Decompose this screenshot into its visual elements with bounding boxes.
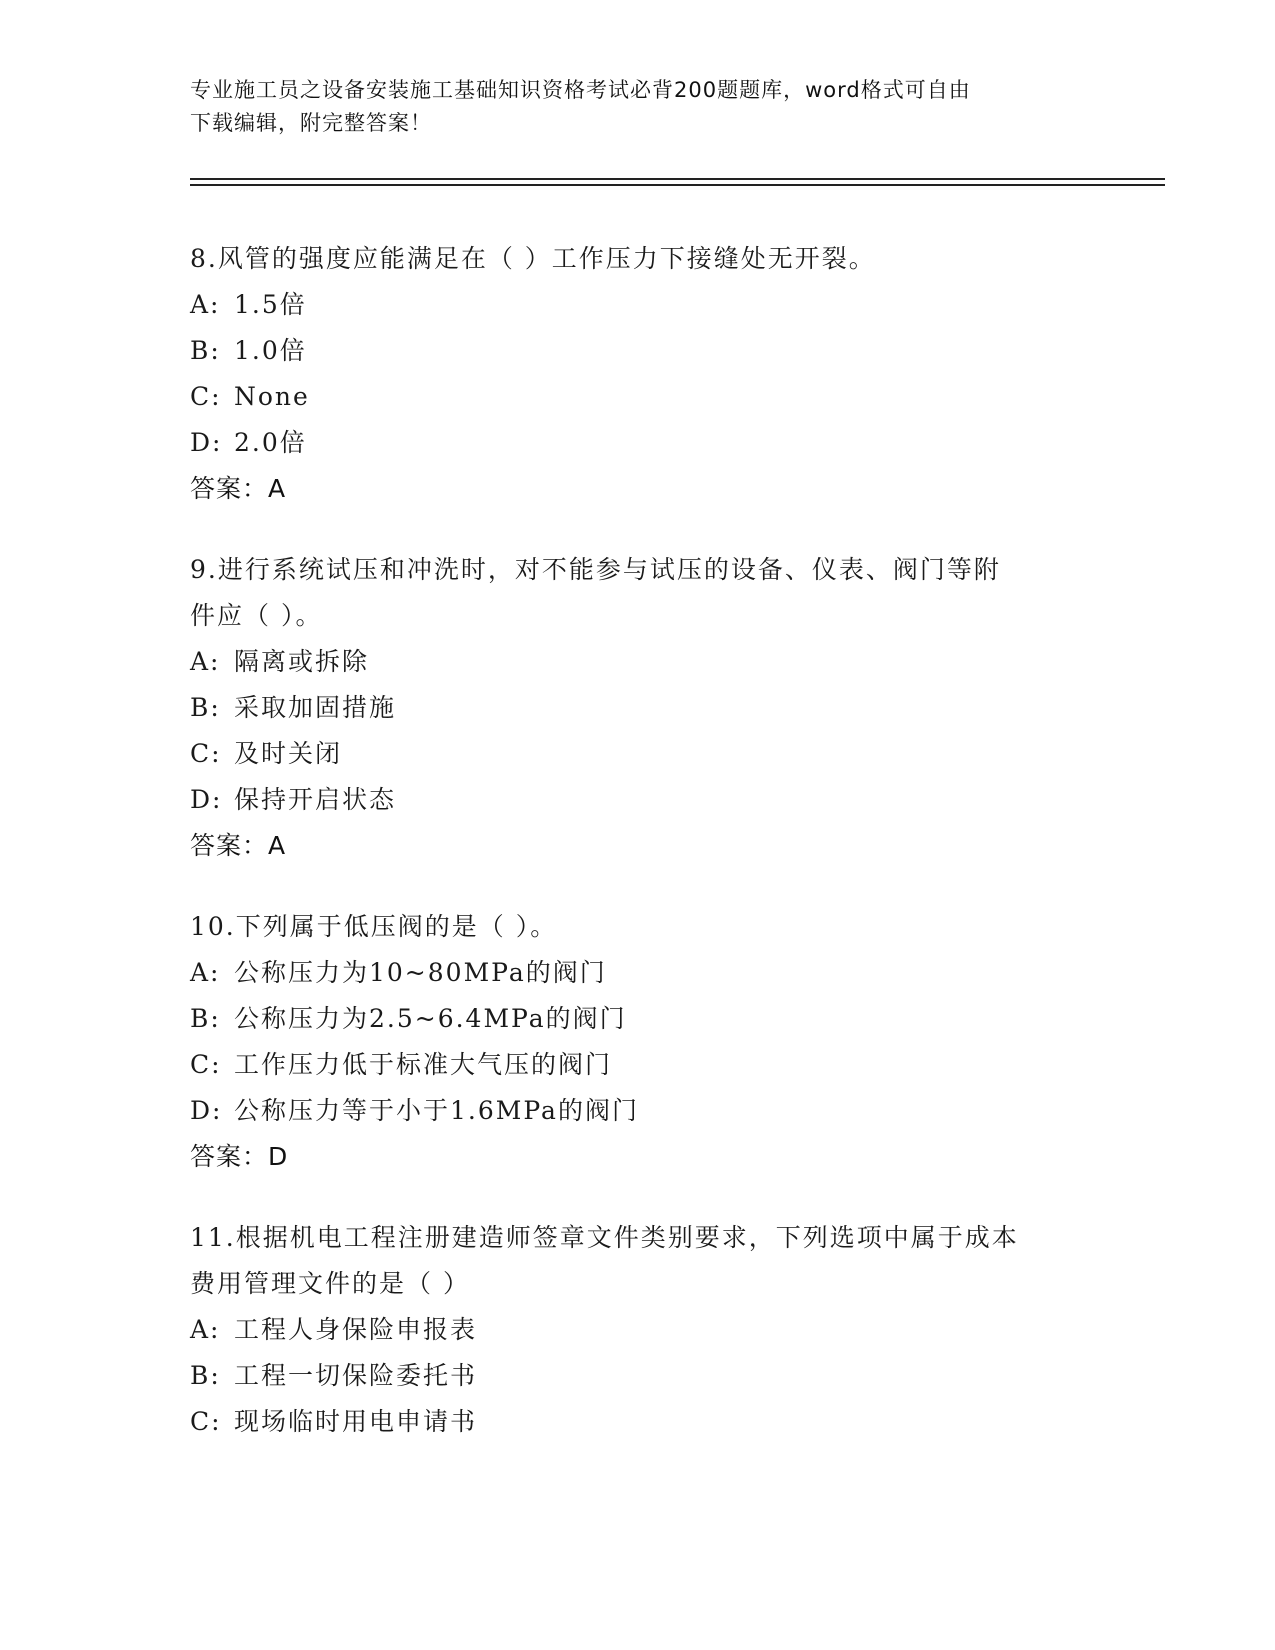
question-stem: 11.根据机电工程注册建造师签章文件类别要求，下列选项中属于成本 <box>190 1223 1019 1252</box>
option-text: 公称压力为2.5~6.4MPa的阀门 <box>234 1004 627 1033</box>
question-block <box>190 904 1090 1180</box>
answer-option <box>190 374 1090 420</box>
option-key: D: <box>190 785 223 814</box>
option-text: 工程人身保险申报表 <box>234 1315 478 1344</box>
header-divider-bottom <box>190 184 1165 186</box>
option-text: 及时关闭 <box>234 739 343 768</box>
question-stem: 件应（ ）。 <box>190 601 323 630</box>
option-key: A: <box>190 1315 221 1344</box>
option-key: C: <box>190 1050 222 1079</box>
header-line-1: 专业施工员之设备安装施工基础知识资格考试必背200题题库，word格式可自由 <box>190 78 971 102</box>
question-stem: 8.风管的强度应能满足在（ ）工作压力下接缝处无开裂。 <box>190 244 876 273</box>
header-line-2: 下载编辑，附完整答案！ <box>190 111 432 135</box>
answer-option <box>190 282 1090 328</box>
option-text: 公称压力为10~80MPa的阀门 <box>234 958 607 987</box>
option-text: 1.5倍 <box>234 290 307 319</box>
question-list <box>190 236 1090 1480</box>
answer-option <box>190 1042 1090 1088</box>
answer-label: 答案：D <box>190 1142 289 1171</box>
option-text: 保持开启状态 <box>234 785 397 814</box>
question-block <box>190 236 1090 512</box>
answer-option <box>190 1088 1090 1134</box>
answer-option <box>190 1307 1090 1353</box>
option-key: A: <box>190 958 221 987</box>
answer-option <box>190 777 1090 823</box>
option-key: B: <box>190 1361 221 1390</box>
option-key: D: <box>190 1096 223 1125</box>
option-text: 现场临时用电申请书 <box>234 1407 478 1436</box>
answer-option <box>190 1353 1090 1399</box>
option-text: 工作压力低于标准大气压的阀门 <box>234 1050 613 1079</box>
question-stem: 10.下列属于低压阀的是（ ）。 <box>190 912 558 941</box>
option-key: C: <box>190 1407 222 1436</box>
answer-option <box>190 685 1090 731</box>
question-block <box>190 1215 1090 1445</box>
option-text: 工程一切保险委托书 <box>234 1361 478 1390</box>
option-text: None <box>234 382 310 411</box>
answer-option <box>190 950 1090 996</box>
option-key: A: <box>190 647 221 676</box>
option-text: 1.0倍 <box>234 336 307 365</box>
answer-option <box>190 420 1090 466</box>
answer-option <box>190 731 1090 777</box>
option-key: D: <box>190 428 223 457</box>
header-divider-top <box>190 178 1165 180</box>
option-text: 隔离或拆除 <box>234 647 370 676</box>
document-header <box>190 74 1090 140</box>
answer-label: 答案：A <box>190 831 287 860</box>
question-stem: 9.进行系统试压和冲洗时，对不能参与试压的设备、仪表、阀门等附 <box>190 555 1001 584</box>
option-key: B: <box>190 336 221 365</box>
option-key: A: <box>190 290 221 319</box>
option-text: 公称压力等于小于1.6MPa的阀门 <box>234 1096 639 1125</box>
option-text: 采取加固措施 <box>234 693 397 722</box>
option-key: C: <box>190 739 222 768</box>
question-block <box>190 547 1090 869</box>
answer-label: 答案：A <box>190 474 287 503</box>
answer-option <box>190 328 1090 374</box>
option-key: B: <box>190 1004 221 1033</box>
answer-option <box>190 639 1090 685</box>
answer-option <box>190 996 1090 1042</box>
option-text: 2.0倍 <box>234 428 307 457</box>
answer-option <box>190 1399 1090 1445</box>
question-stem: 费用管理文件的是（ ） <box>190 1269 470 1298</box>
option-key: B: <box>190 693 221 722</box>
option-key: C: <box>190 382 222 411</box>
